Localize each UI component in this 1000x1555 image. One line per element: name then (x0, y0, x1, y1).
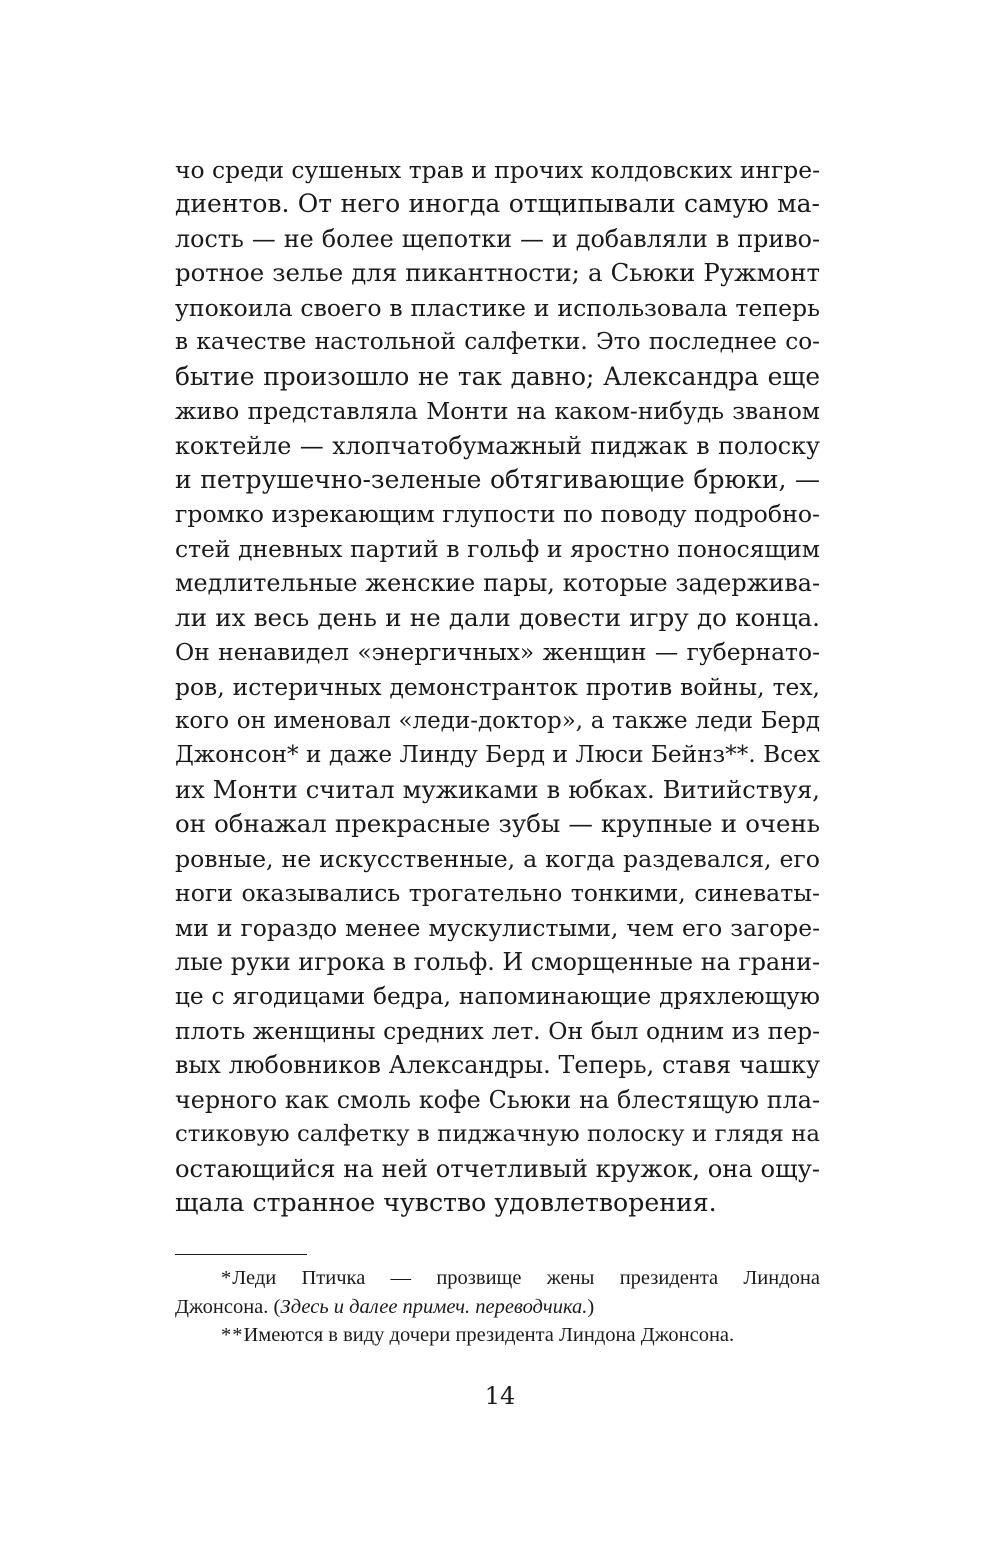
body-line: ли их весь день и не дали довести игру до конца. (175, 602, 820, 632)
footnote-2-marker: ** (221, 1324, 244, 1346)
body-line: Он ненавидел «энергичных» женщин — губернато- (175, 638, 820, 667)
body-line: коктейле — хлопчатобумажный пиджак в полоску (175, 431, 820, 460)
body-line: вых любовников Александры. Теперь, ставя чашку (175, 1051, 820, 1080)
body-line: щала странное чувство удовлетворения. (175, 1188, 717, 1218)
body-line: ров, истеричных демонстранток против войны, тех, (175, 672, 820, 701)
body-line: черного как смоль кофе Сьюки на блестящую пла- (175, 1085, 820, 1114)
footnote-1-continuation: Джонсона. ( (175, 1295, 281, 1318)
body-line: в качестве настольной салфетки. Это последнее со- (175, 328, 820, 356)
body-line: лость — не более щепотки — и добавляли в приво- (175, 224, 820, 253)
body-line: бытие произошло не так давно; Александра еще (175, 361, 820, 391)
body-line: он обнажал прекрасные зубы — крупные и очень (175, 809, 820, 839)
body-text (175, 153, 820, 1221)
body-line: стиковую салфетку в пиджачную полоску и глядя на (175, 1121, 820, 1148)
footnotes (175, 1264, 820, 1350)
footnote-2 (175, 1321, 820, 1350)
body-line: це с ягодицами бедра, напоминающие дряхлеющую (175, 982, 820, 1010)
footnote-1-line-1 (175, 1264, 820, 1293)
footnote-1-close-paren: ) (587, 1295, 595, 1318)
footnote-1-marker: * (221, 1267, 233, 1289)
footnote-separator (175, 1254, 307, 1255)
body-line: ми и гораздо менее мускулистыми, чем его загоре- (175, 913, 820, 942)
body-line: ротное зелье для пикантности; а Сьюки Ружмонт (175, 258, 820, 288)
body-line: кого он именовал «леди-доктор», а также леди Берд (175, 708, 820, 734)
body-line: стей дневных партий в гольф и яростно поносящим (175, 534, 820, 563)
body-line: и петрушечно-зеленые обтягивающие брюки, — (175, 464, 820, 494)
body-line: остающийся на ней отчетливый кружок, она ощу- (175, 1154, 820, 1183)
body-line: лые руки игрока в гольф. И сморщенные на грани- (175, 948, 820, 977)
footnote-1-text: Леди Птичка — прозвище жены президента Линдона (232, 1267, 820, 1289)
body-line: плоть женщины средних лет. Он был одним из пер- (175, 1016, 820, 1045)
body-line: громко изрекающим глупости по поводу подробно- (175, 500, 820, 529)
body-line: ноги оказывались трогательно тонкими, синеваты- (175, 879, 820, 908)
page-number: 14 (484, 1382, 516, 1410)
body-line: медлительные женские пары, которые задержива- (175, 569, 820, 598)
footnote-1-translator-note: Здесь и далее примеч. переводчика. (280, 1295, 588, 1318)
body-line: диентов. От него иногда отщипывали самую ма- (175, 189, 820, 219)
body-line: чо среди сушеных трав и прочих колдовских ингре- (175, 156, 820, 184)
body-line: ровные, не искусственные, а когда раздевался, его (175, 844, 820, 873)
body-line: живо представляла Монти на каком-нибудь званом (175, 397, 820, 426)
body-line: Джонсон* и даже Линду Берд и Люси Бейнз**. Всех (175, 741, 820, 769)
body-line: упокоила своего в пластике и использовала теперь (175, 293, 820, 322)
footnote-1-line-2 (175, 1293, 820, 1322)
footnote-2-text: Имеются в виду дочери президента Линдона Джонсона. (243, 1324, 735, 1346)
body-line: их Монти считал мужиками в юбках. Витийствуя, (175, 775, 820, 804)
